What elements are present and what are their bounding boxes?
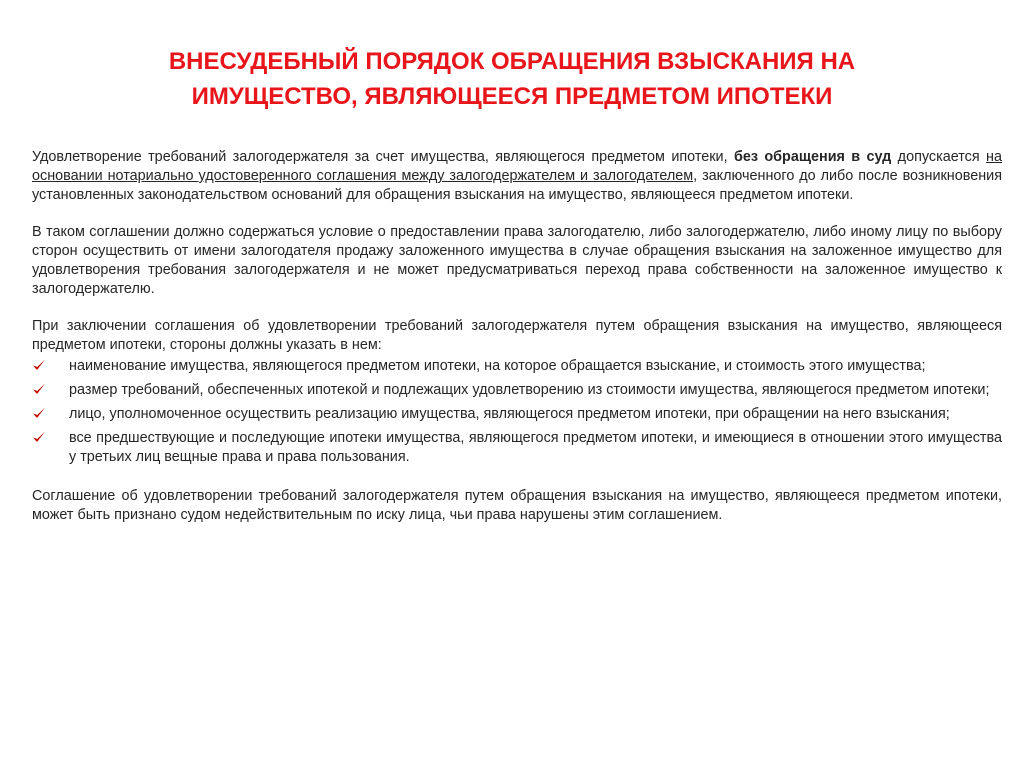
list-item bbox=[32, 429, 1002, 467]
check-mark-icon bbox=[32, 358, 46, 372]
title-line-1: ВНЕСУДЕБНЫЙ ПОРЯДОК ОБРАЩЕНИЯ ВЗЫСКАНИЯ НА bbox=[168, 48, 856, 75]
paragraph-agreement-condition: В таком соглашении должно содержаться условие о предоставлении права залогодателю, либо залогодержателю, либо иному лицу по выбору сторон осуществить от имени залогодателя продажу заложенного имущества в случае обращения взыскания на заложенное имущество для удовлетворения требования залогодержателя и не может предусматриваться переход права собственности на заложенное имущество к залогодержателю. bbox=[32, 224, 1002, 297]
check-mark-icon bbox=[32, 430, 46, 444]
para1-text-2: допускается bbox=[891, 149, 987, 165]
list-item-text: наименование имущества, являющегося предметом ипотеки, на которое обращается взыскание, и стоимость этого имущества; bbox=[69, 358, 926, 374]
requirements-list bbox=[32, 357, 1002, 467]
paragraph-invalidity: Соглашение об удовлетворении требований залогодержателя путем обращения взыскания на имущество, являющееся предметом ипотеки, может быть признано судом недействительным по иску лица, чьи права нарушены этим соглашением. bbox=[32, 488, 1002, 523]
para1-bold: без обращения в суд bbox=[733, 149, 892, 165]
para1-text-3: , заключенного до либо после возникновения установленных законодательством оснований для обращения взыскания на имущество, являющееся предметом ипотеки. bbox=[32, 168, 1002, 203]
slide-title bbox=[60, 44, 964, 114]
list-item bbox=[32, 357, 1002, 376]
para1-text-1: Удовлетворение требований залогодержателя за счет имущества, являющегося предметом ипотеки, bbox=[32, 149, 734, 165]
list-item bbox=[32, 381, 1002, 400]
list-item-text: лицо, уполномоченное осуществить реализацию имущества, являющегося предметом ипотеки, при обращении на него взыскания; bbox=[69, 406, 950, 422]
list-item-text: все предшествующие и последующие ипотеки имущества, являющегося предметом ипотеки, и имеющиеся в отношении этого имущества у третьих лиц вещные права и права пользования. bbox=[69, 430, 1002, 465]
list-item-text: размер требований, обеспеченных ипотекой и подлежащих удовлетворению из стоимости имущества, являющегося предметом ипотеки; bbox=[69, 382, 990, 398]
check-mark-icon bbox=[32, 382, 46, 396]
para1-underline: на основании нотариально удостоверенного соглашения между залогодержателем и залогодателем bbox=[32, 149, 1002, 184]
paragraph-out-of-court bbox=[32, 148, 1002, 205]
title-line-2: ИМУЩЕСТВО, ЯВЛЯЮЩЕЕСЯ ПРЕДМЕТОМ ИПОТЕКИ bbox=[191, 83, 833, 110]
slide-body bbox=[32, 148, 1002, 543]
list-item bbox=[32, 405, 1002, 424]
paragraph-agreement-contents: При заключении соглашения об удовлетворении требований залогодержателя путем обращения взыскания на имущество, являющееся предметом ипотеки, стороны должны указать в нем: bbox=[32, 318, 1002, 353]
check-mark-icon bbox=[32, 406, 46, 420]
